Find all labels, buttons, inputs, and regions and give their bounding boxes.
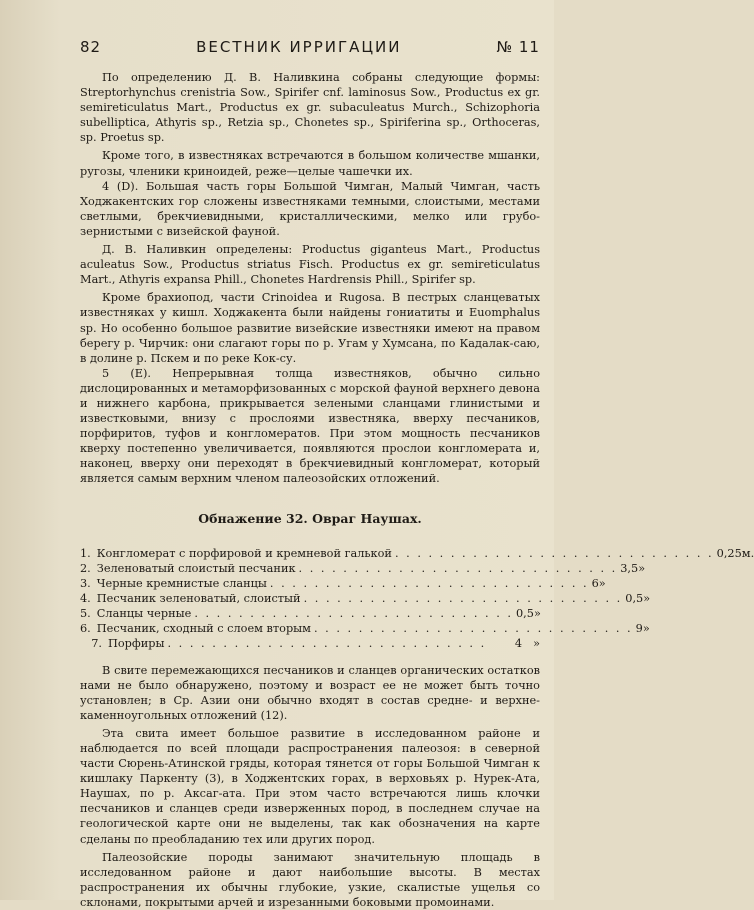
strata-thickness: 0,5 <box>516 606 534 620</box>
issue-number: № 11 <box>496 38 540 56</box>
strata-number: 4. <box>80 591 91 605</box>
strata-unit: » <box>643 591 651 605</box>
journal-title: ВЕСТНИК ИРРИГАЦИИ <box>196 38 402 56</box>
strata-name: Конгломерат с порфировой и кремневой галькой <box>96 546 392 560</box>
strata-row <box>80 546 754 561</box>
leader-dots: . . . . . . . . . . . . . . . . . . . . . . . . . . . . . <box>303 591 623 605</box>
text-before <box>80 70 540 487</box>
strata-unit: » <box>533 636 540 650</box>
paragraph: Палеозойские породы занимают значительную площадь в исследованном районе и дают наибольшие высоты. В местах распространения их обычны глубокие, узкие, скалистые ущелья со склонами, покрытыми арчей и изрезанными боковыми промоинами. <box>80 850 540 909</box>
paragraph: Кроме брахиопод, части Crinoidea и Rugosa. В пестрых сланцеватых известняках у кишл. Ходжакента были найдены гониатиты и Euomphalus sp. Но особенно большое развитие визейские известняки имеют на правом берегу р. Чирчик: они слагают горы по р. Угам у Хумсана, по Кадалак-саю, в долине р. Пскем и по реке Кок-су. <box>80 291 540 365</box>
strata-thickness: 0,25 <box>716 546 742 560</box>
strata-unit: » <box>642 621 650 635</box>
paragraph: Эта свита имеет большое развитие в исследованном районе и наблюдается по всей площади распространения палеозоя: в северной части Сюрень-Атинской гряды, которая тянется от горы Большой Чимган к кишлаку Паркенту (3), в Ходжентских горах, в верховьях р. Нурек-Ата, Наушах, по р. Аксаг-ата. При этом часто встречаются лишь клочки песчаников и сланцев среди изверженных пород, в последнем случае на геологической карте они не выделены, так как обозначения на карте сделаны по преобладанию тех или других пород. <box>80 726 540 846</box>
strata-unit: » <box>533 606 541 620</box>
strata-thickness: 4 <box>514 636 522 650</box>
strata-name: Песчаник, сходный с слоем вторым <box>96 621 311 635</box>
strata-thickness: 0,5 <box>625 591 644 605</box>
section-title: Обнажение 32. Овраг Наушах. <box>198 510 422 526</box>
strata-name: Черные кремнистые сланцы <box>96 576 267 590</box>
page-header <box>80 38 540 56</box>
strata-number: 2. <box>80 561 91 575</box>
paragraph: В свите перемежающихся песчаников и сланцев органических остатков нами не было обнаружено, поэтому и возраст ее не может быть точно установлен; в Ср. Азии они обычно входят в состав средне- и верхне-каменноугольных отложений (12). <box>80 663 540 722</box>
paragraph: По определению Д. В. Наливкина собраны следующие формы: Streptorhynchus crenistria Sow., Spirifer cnf. laminosus Sow., Productus ex gr. semireticulatus Mart., Productus ex gr. subaculeatus Murch., Schizophoria subelliptica, Athyris sp., Retzia sp., Chonetes sp., Spiriferina sp., Orthoceras, sp. Proetus sp. <box>80 71 540 145</box>
strata-thickness: 3,5 <box>620 561 639 575</box>
strata-number: 6. <box>80 621 91 635</box>
leader-dots: . . . . . . . . . . . . . . . . . . . . . . . . . . . . . <box>194 606 513 620</box>
strata-row <box>80 621 650 636</box>
strata-number: 1. <box>80 546 91 560</box>
strata-unit: м. <box>741 546 754 560</box>
paragraph: 4 (D). Большая часть горы Большой Чимган, Малый Чимган, часть Ходжакентских гор сложены известняками темными, слоистыми, местами светлыми, брекчиевидными, кристаллическими, мелко или грубо-зернистыми с визейской фауной. <box>80 179 540 238</box>
paragraph: Кроме того, в известняках встречаются в большом количестве мшанки, ругозы, членики криноидей, реже—целые чашечки их. <box>80 149 540 178</box>
strata-number: 7. <box>91 636 102 650</box>
paragraph: 5 (E). Непрерывная толща известняков, обычно сильно дислоцированных и метаморфизованных с морской фауной верхнего девона и нижнего карбона, прикрывается зелеными сланцами глинистыми и известковыми, внизу с прослоями известняка, вверху песчаников, порфиритов, туфов и конгломератов. При этом мощность песчаников кверху постепенно увеличивается, появляются прослои конгломерата и, наконец, вверху они переходят в брекчиевидный конгломерат, который является самым верхним членом палеозойских отложений. <box>80 366 540 486</box>
strata-thickness: 9 <box>635 621 643 635</box>
page-number: 82 <box>80 38 102 56</box>
strata-name: Сланцы черные <box>96 606 192 620</box>
text-after <box>80 663 540 910</box>
strata-unit: » <box>598 576 606 590</box>
leader-dots: . . . . . . . . . . . . . . . . . . . . . . . . . . . . . <box>298 561 618 575</box>
leader-dots: . . . . . . . . . . . . . . . . . . . . . . . . . . . . . <box>394 546 714 560</box>
strata-number: 5. <box>80 606 91 620</box>
strata-number: 3. <box>80 576 91 590</box>
strata-list <box>80 546 754 651</box>
strata-thickness: 6 <box>591 576 599 590</box>
strata-name: Песчаник зеленоватый, слоистый <box>96 591 301 605</box>
strata-unit: » <box>638 561 646 575</box>
paragraph: Д. В. Наливкин определены: Productus giganteus Mart., Productus aculeatus Sow., Productus striatus Fisch. Productus ex gr. semireticulatus Mart., Athyris expansa Phill., Chonetes Hardrensis Phill., Spirifer sp. <box>80 243 540 287</box>
strata-row <box>80 636 540 651</box>
leader-dots: . . . . . . . . . . . . . . . . . . . . . . . . . . . . . <box>313 621 633 635</box>
strata-row <box>80 606 540 621</box>
strata-name: Зеленоватый слоистый песчаник <box>96 561 296 575</box>
strata-name: Порфиры <box>108 636 165 650</box>
strata-row <box>80 591 651 606</box>
leader-dots: . . . . . . . . . . . . . . . . . . . . . . . . . . . . . <box>167 636 487 650</box>
leader-dots: . . . . . . . . . . . . . . . . . . . . . . . . . . . . . <box>269 576 589 590</box>
strata-row <box>80 561 646 576</box>
strata-row <box>80 576 606 591</box>
